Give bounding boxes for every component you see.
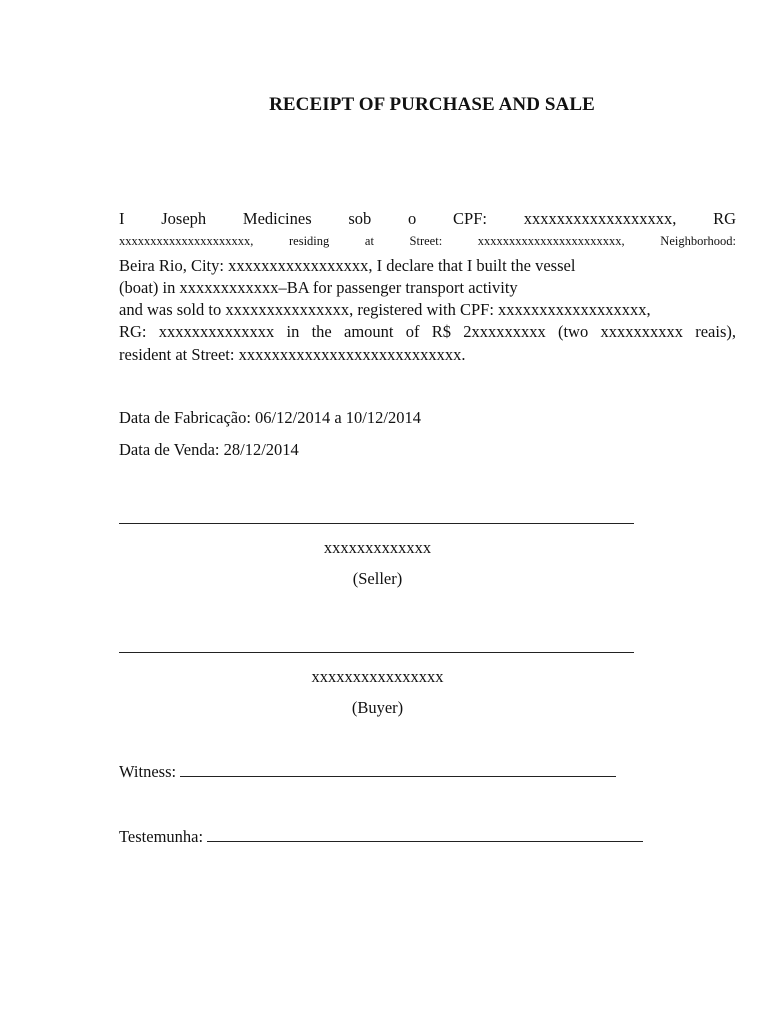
paragraph-line-2: xxxxxxxxxxxxxxxxxxxxx, residing at Street: xxxxxxxxxxxxxxxxxxxxxxx, Neighborhood: xyxy=(119,234,736,248)
paragraph-line-6: RG: xxxxxxxxxxxxxx in the amount of R$ 2xxxxxxxxx (two xxxxxxxxxx reais), xyxy=(119,322,736,341)
paragraph-line-1: I Joseph Medicines sob o CPF: xxxxxxxxxxxxxxxxxx, RG xyxy=(119,209,736,228)
seller-name: xxxxxxxxxxxxx xyxy=(323,538,432,557)
seller-signature-line xyxy=(119,523,634,524)
buyer-role: (Buyer) xyxy=(351,698,404,717)
paragraph-line-5: and was sold to xxxxxxxxxxxxxxx, registered with CPF: xxxxxxxxxxxxxxxxxx, xyxy=(119,300,651,319)
witness-row xyxy=(119,762,616,782)
sale-date: Data de Venda: 28/12/2014 xyxy=(119,440,299,459)
buyer-name: xxxxxxxxxxxxxxxx xyxy=(311,667,444,686)
seller-role: (Seller) xyxy=(352,569,403,588)
buyer-signature-line xyxy=(119,652,634,653)
document-title: RECEIPT OF PURCHASE AND SALE xyxy=(269,94,595,115)
testemunha-label: Testemunha: xyxy=(119,827,204,846)
fabrication-date: Data de Fabricação: 06/12/2014 a 10/12/2014 xyxy=(119,408,421,427)
testemunha-signature-line xyxy=(207,827,643,842)
witness-label: Witness: xyxy=(119,762,177,781)
paragraph-line-3: Beira Rio, City: xxxxxxxxxxxxxxxxx, I declare that I built the vessel xyxy=(119,256,576,275)
paragraph-line-4: (boat) in xxxxxxxxxxxx–BA for passenger transport activity xyxy=(119,278,518,297)
witness-signature-line xyxy=(180,762,616,777)
paragraph-line-7: resident at Street: xxxxxxxxxxxxxxxxxxxxxxxxxxx. xyxy=(119,345,466,364)
testemunha-row xyxy=(119,827,643,847)
